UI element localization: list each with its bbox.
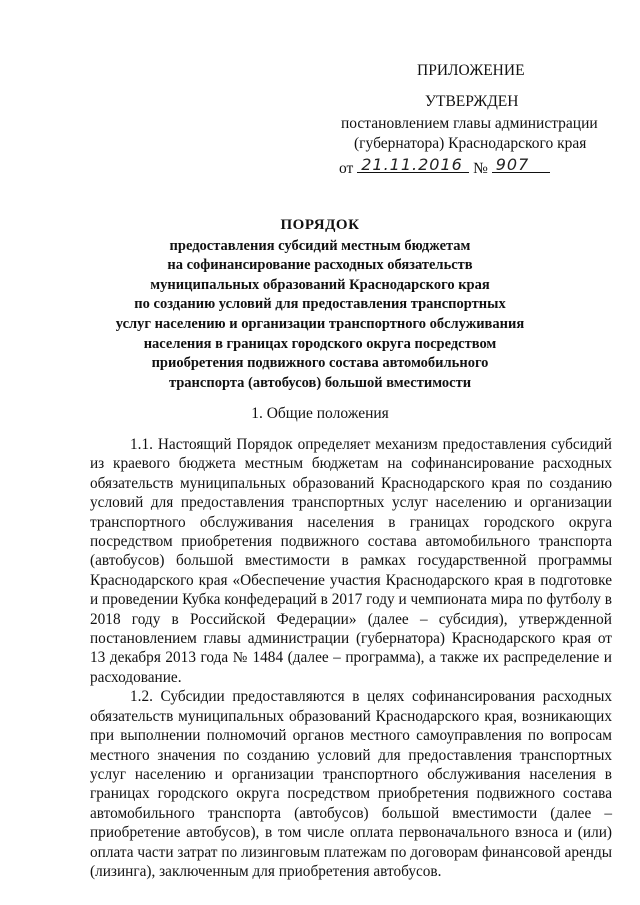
date-prefix: от (339, 160, 354, 177)
paragraph: 1.2. Субсидии предоставляются в целях софинансирования расходных обязательств муниципальных образований Краснодарского края, возникающих при выполнении полномочий органов местного самоуправления по вопросам местного значения по созданию условий для предоставления транспортных услуг населению и организации транспортного обслуживания населения в границах городского округа посредством приобретения подвижного состава автомобильного транспорта (автобусов) большой вместимости (далее – приобретение автобусов), в том числе оплата первоначального взноса и (или) оплата части затрат по лизинговым платежам по договорам финансовой аренды (лизинга), заключенным для приобретения автобусов. (90, 688, 612, 880)
date-value: 21.11.2016 (361, 155, 463, 174)
title-line: населения в границах городского округа посредством (143, 335, 497, 352)
date-number-row (339, 156, 550, 178)
title-line: по созданию условий для предоставления транспортных (134, 296, 506, 313)
number-prefix: № (473, 160, 488, 177)
title-main: ПОРЯДОК (280, 217, 360, 233)
section-heading: 1. Общие положения (251, 405, 389, 422)
title-line: приобретения подвижного состава автомобильного (151, 355, 489, 372)
number-field (492, 156, 550, 173)
appendix-heading: ПРИЛОЖЕНИЕ (417, 62, 525, 79)
approved-by-line-2: (губернатора) Краснодарского края (354, 135, 587, 152)
title-line: транспорта (автобусов) большой вместимости (168, 374, 472, 391)
approved-by-line-1: постановлением главы администрации (341, 115, 598, 132)
approved-heading: УТВЕРЖДЕН (425, 93, 519, 110)
title-line: предоставления субсидий местным бюджетам (169, 237, 471, 254)
number-value: 907 (495, 155, 530, 174)
paragraph: 1.1. Настоящий Порядок определяет механизм предоставления субсидий из краевого бюджета местным бюджетам на софинансирование расходных обязательств муниципальных образований Краснодарского края по созданию условий для предоставления транспортных услуг населению и организации транспортного обслуживания населения в границах городского округа посредством приобретения подвижного состава автомобильного транспорта (автобусов) большой вместимости в рамках государственной программы Краснодарского края «Обеспечение участия Краснодарского края в подготовке и проведении Кубка конфедераций в 2017 году и чемпионата мира по футболу в 2018 году в Российской Федерации» (далее – субсидия), утвержденной постановлением главы администрации (губернатора) Краснодарского края от 13 декабря 2013 года № 1484 (далее – программа), а также их распределение и расходование. (90, 436, 612, 686)
body-text (90, 435, 612, 881)
date-field (357, 156, 469, 173)
title-line: на софинансирование расходных обязательств (167, 257, 473, 274)
title-line: услуг населению и организации транспортного обслуживания (115, 315, 525, 332)
document-title (100, 216, 540, 393)
title-line: муниципальных образований Краснодарского края (150, 276, 490, 293)
